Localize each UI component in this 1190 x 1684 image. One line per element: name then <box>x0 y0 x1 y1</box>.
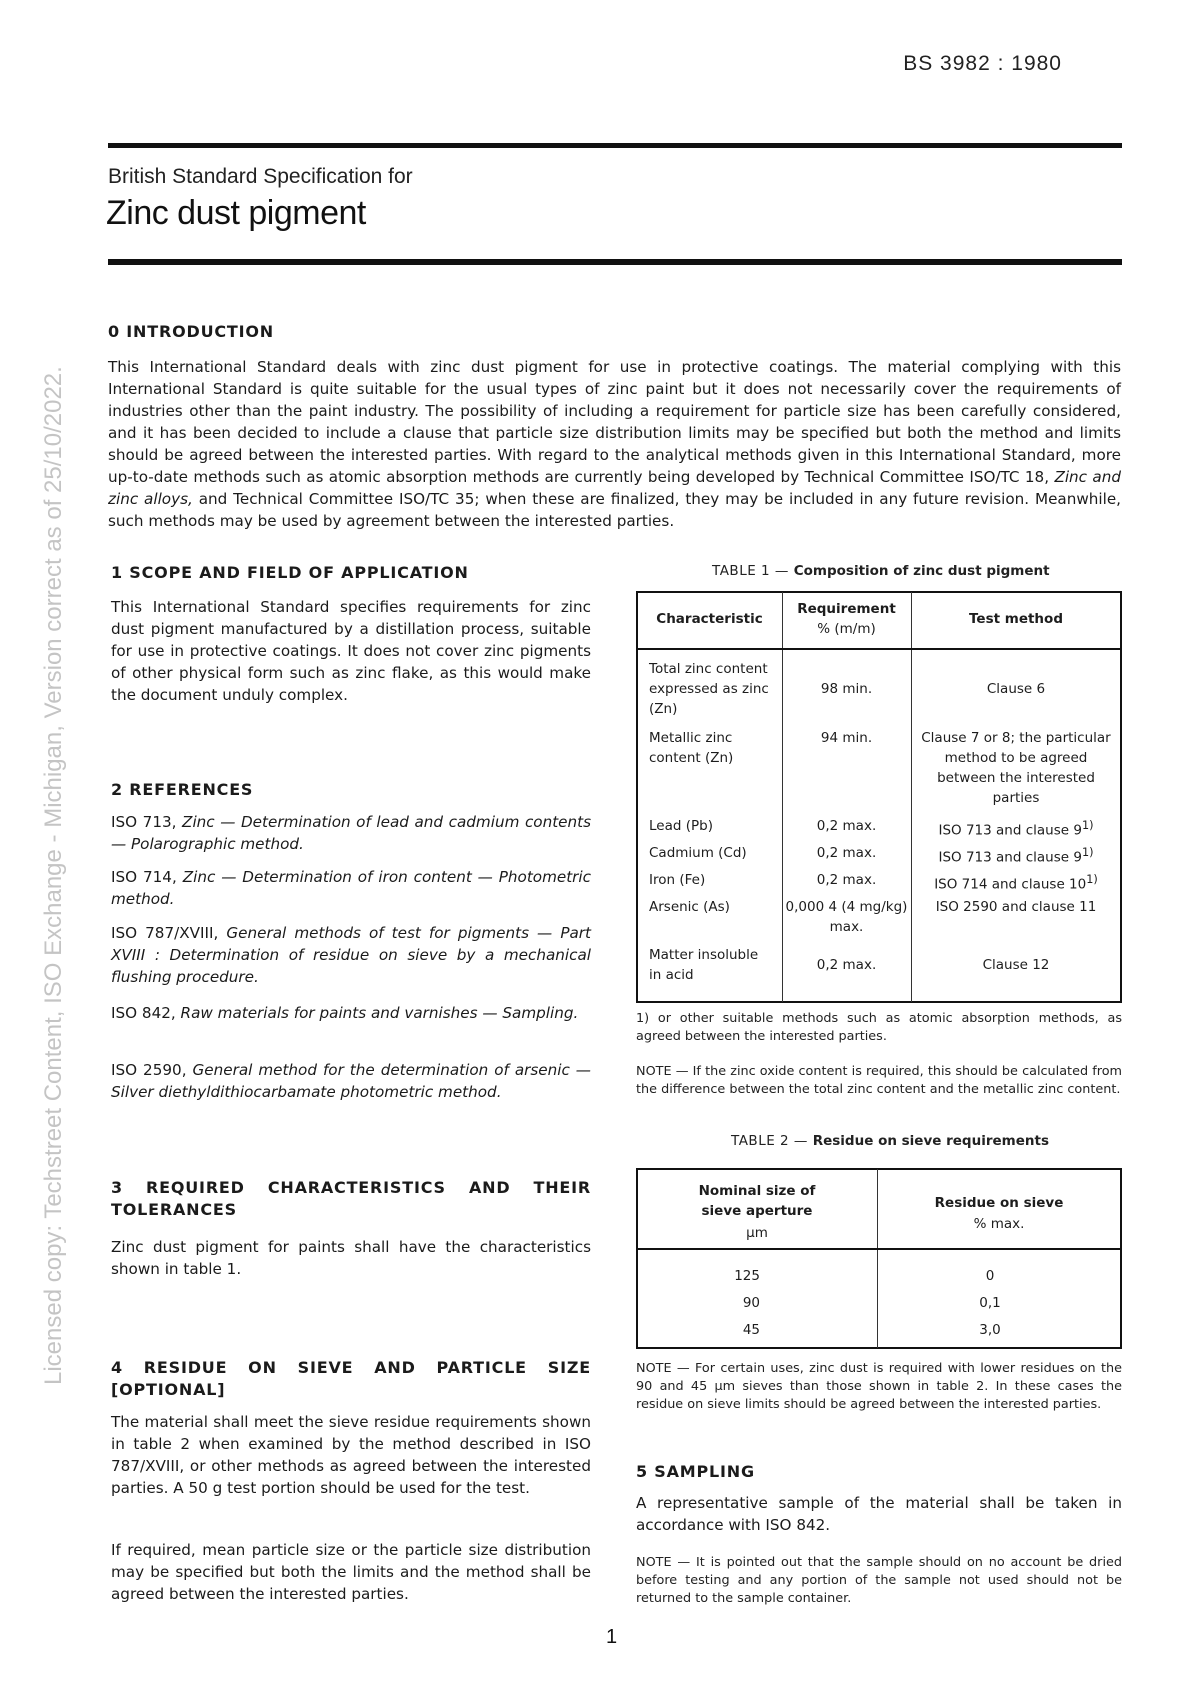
table-2-cell-size: 90 <box>742 1295 760 1311</box>
reference-title: Zinc — Determination of iron content — Photometric method. <box>111 868 591 908</box>
table-1-cell-method: ISO 2590 and clause 11 <box>935 899 1097 915</box>
table-1-header-rule <box>636 648 1122 650</box>
reference-title: Raw materials for paints and varnishes — Sampling. <box>180 1004 579 1022</box>
footnote-marker: 1) <box>1081 819 1094 832</box>
table-2-note: NOTE — For certain uses, zinc dust is required with lower residues on the 90 and 45 µm sieves than those shown in table 2. In these cases the residue on sieve limits should be agreed between the interested parties. <box>636 1361 1122 1412</box>
table-1-header-test-method: Test method <box>969 611 1063 627</box>
table-2-header-residue-unit: % max. <box>973 1216 1025 1232</box>
intro-paragraph <box>108 356 1121 532</box>
intro-heading: 0 INTRODUCTION <box>108 322 274 341</box>
section-4-text-2: If required, mean particle size or the particle size distribution may be specified but both the limits and the method shall be agreed between the interested parties. <box>111 1541 591 1603</box>
table-1-cell-requirement: 98 min. <box>820 681 873 697</box>
table-1-cell-characteristic: Arsenic (As) <box>649 899 730 915</box>
page-number: 1 <box>606 1626 618 1648</box>
table-2-cell-residue: 3,0 <box>979 1322 1001 1338</box>
title-rule-top <box>108 143 1122 148</box>
reference-item <box>111 922 591 988</box>
section-1-text: This International Standard specifies requirements for zinc dust pigment manufactured by a distillation process, suitable for use in protective coatings. It does not cover zinc pigments of other physical form such as zinc flake, as this would make the document unduly complex. <box>111 598 591 704</box>
intro-text-b: and Technical Committee ISO/TC 35; when these are finalized, they may be included in any future revision. Meanwhile, such methods may be used by agreement between the interested parties. <box>108 490 1122 530</box>
table-2-caption-prefix: TABLE 2 — <box>731 1133 813 1149</box>
document-subtitle: British Standard Specification for <box>108 165 413 188</box>
table-1-cell-requirement: 0,000 4 (4 mg/kg) max. <box>785 899 908 935</box>
section-4-text-1: The material shall meet the sieve residue requirements shown in table 2 when examined by the method described in ISO 787/XVIII, or other methods as agreed between the interested parties. A 50 g test portion should be used for the test. <box>111 1413 591 1497</box>
footnote-marker: 1) <box>1081 846 1094 859</box>
table-1-header-characteristic: Characteristic <box>656 611 763 627</box>
section-3-text: Zinc dust pigment for paints shall have the characteristics shown in table 1. <box>111 1238 591 1278</box>
reference-code: ISO 2590, <box>111 1061 193 1079</box>
table-1-cell-requirement: 94 min. <box>820 730 873 746</box>
table-2-cell-size: 45 <box>742 1322 760 1338</box>
table-1-caption-prefix: TABLE 1 — <box>712 563 794 579</box>
table-2-header-residue: Residue on sieve <box>934 1195 1064 1211</box>
table-1-method-text: ISO 713 and clause 9 <box>938 822 1082 839</box>
table-1-cell-requirement: 0,2 max. <box>816 872 877 888</box>
table-1-caption-title: Composition of zinc dust pigment <box>793 563 1050 579</box>
document-id: BS 3982 : 1980 <box>903 52 1062 75</box>
table-1-divider <box>782 592 783 1002</box>
license-watermark: Licensed copy: Techstreet Content, ISO Exchange - Michigan, Version correct as of 25/10/2022. <box>40 366 67 1385</box>
table-1-cell-method <box>912 870 1120 895</box>
reference-code: ISO 842, <box>111 1004 181 1022</box>
table-1-cell-requirement: 0,2 max. <box>816 818 877 834</box>
table-1-cell-method <box>912 816 1120 841</box>
table-2-header-size: Nominal size of <box>698 1183 816 1199</box>
table-1-cell-characteristic: Lead (Pb) <box>649 818 713 834</box>
table-1-method-text: ISO 714 and clause 10 <box>934 876 1087 893</box>
section-5-text: A representative sample of the material shall be taken in accordance with ISO 842. <box>636 1494 1122 1534</box>
table-1-cell-method <box>912 843 1120 868</box>
section-5-heading: 5 SAMPLING <box>636 1462 755 1481</box>
table-1-cell-characteristic: Iron (Fe) <box>649 872 706 888</box>
reference-title: General method for the determination of arsenic — Silver diethyldithiocarbamate photometric method. <box>111 1061 591 1101</box>
table-2-header-size-line2: sieve aperture <box>701 1203 813 1219</box>
reference-item <box>111 1059 591 1103</box>
reference-code: ISO 787/XVIII, <box>111 924 227 942</box>
table-1-cell-characteristic: Metallic zinc content (Zn) <box>649 730 734 766</box>
table-2-caption-title: Residue on sieve requirements <box>812 1133 1049 1149</box>
table-2-caption <box>731 1133 1049 1149</box>
table-2-cell-residue: 0 <box>985 1268 995 1284</box>
table-1-cell-characteristic: Cadmium (Cd) <box>649 845 747 861</box>
footnote-marker: 1) <box>1086 873 1098 886</box>
intro-text-italic: Zinc and zinc alloys, <box>108 468 1121 508</box>
document-title: Zinc dust pigment <box>106 194 366 232</box>
reference-title: Zinc — Determination of lead and cadmium contents — Polarographic method. <box>111 813 591 853</box>
reference-item <box>111 866 591 910</box>
table-1-note: NOTE — If the zinc oxide content is required, this should be calculated from the difference between the total zinc content and the metallic zinc content. <box>636 1064 1122 1097</box>
table-2-header-rule <box>636 1248 1122 1250</box>
reference-title: General methods of test for pigments — Part XVIII : Determination of residue on sieve by a mechanical flushing procedure. <box>111 924 591 986</box>
intro-text-a: This International Standard deals with zinc dust pigment for use in protective coatings. The material complying with this International Standard is quite suitable for the usual types of zinc paint but it does not necessarily cover the requirements of industries other than the paint industry. The possibility of including a requirement for particle size has been carefully considered, and it has been decided to include a clause that particle size distribution limits may be specified but both the method and limits should be agreed between the interested parties. With regard to the analytical methods given in this International Standard, more up-to-date methods such as atomic absorption methods are currently being developed by Technical Committee ISO/TC 18, <box>108 358 1121 486</box>
section-4-heading: 4 RESIDUE ON SIEVE AND PARTICLE SIZE [OPTIONAL] <box>111 1358 591 1399</box>
table-1-caption <box>712 563 1050 579</box>
section-1-heading: 1 SCOPE AND FIELD OF APPLICATION <box>111 563 469 582</box>
table-1-header-requirement-unit: % (m/m) <box>817 621 876 637</box>
table-1-cell-requirement: 0,2 max. <box>816 845 877 861</box>
reference-code: ISO 714, <box>111 868 183 886</box>
reference-code: ISO 713, <box>111 813 183 831</box>
table-1-cell-requirement: 0,2 max. <box>816 957 877 973</box>
section-3-heading: 3 REQUIRED CHARACTERISTICS AND THEIR TOLERANCES <box>111 1178 591 1219</box>
table-1-cell-method: Clause 7 or 8; the particular method to be agreed between the interested parties <box>921 730 1111 806</box>
table-1-cell-characteristic: Total zinc content expressed as zinc (Zn) <box>649 661 769 717</box>
table-1-cell-characteristic: Matter insoluble in acid <box>649 947 759 983</box>
table-1-divider <box>911 592 912 1002</box>
section-5-note: NOTE — It is pointed out that the sample should on no account be dried before testing and any portion of the sample not used should not be returned to the sample container. <box>636 1555 1122 1606</box>
title-rule-bottom <box>108 259 1122 265</box>
table-1-method-text: ISO 713 and clause 9 <box>938 849 1082 866</box>
table-1-header-requirement: Requirement <box>797 601 896 617</box>
reference-item <box>111 811 591 855</box>
table-2-cell-size: 125 <box>734 1268 760 1284</box>
table-2-header-size-unit: µm <box>746 1225 768 1241</box>
reference-item <box>111 1002 591 1024</box>
table-1-cell-method: Clause 6 <box>986 681 1046 697</box>
table-1-footnote: 1) or other suitable methods such as atomic absorption methods, as agreed between the interested parties. <box>636 1011 1122 1044</box>
table-1-cell-method: Clause 12 <box>982 957 1050 973</box>
table-2-cell-residue: 0,1 <box>979 1295 1001 1311</box>
section-2-heading: 2 REFERENCES <box>111 780 254 799</box>
